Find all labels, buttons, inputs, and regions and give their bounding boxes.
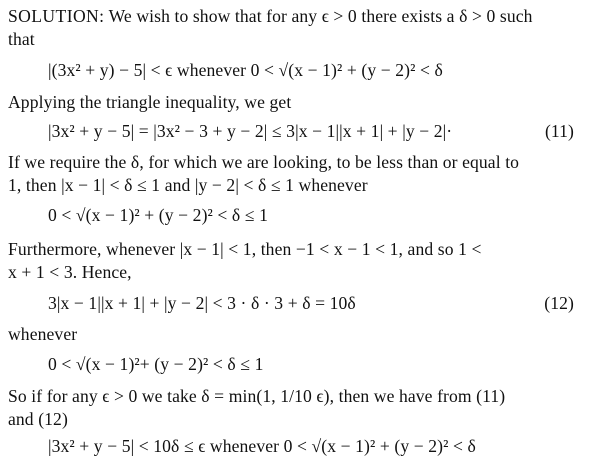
solution-line-1 — [8, 6, 533, 26]
equation-number-11: (11) — [544, 121, 574, 141]
delta-requirement-line-1: If we require the δ, for which we are looking, to be less than or equal to — [8, 152, 520, 172]
whenever-line: whenever — [8, 324, 78, 344]
furthermore-line-2: x + 1 < 3. Hence, — [8, 262, 132, 282]
equation-number-12: (12) — [544, 293, 574, 313]
solution-line-2: that — [8, 29, 35, 49]
final-inequality: |3x² + y − 5| < 10δ ≤ ϵ whenever 0 < √(x − 1)² + (y − 2)² < δ — [48, 436, 476, 456]
solution-label: SOLUTION: — [8, 6, 105, 26]
triangle-inequality-intro: Applying the triangle inequality, we get — [8, 92, 292, 112]
goal-inequality: |(3x² + y) − 5| < ϵ whenever 0 < √(x − 1)² + (y − 2)² < δ — [48, 60, 443, 80]
conclusion-line-2: and (12) — [8, 409, 68, 429]
equation-11-row — [48, 121, 588, 141]
solution-intro-text: We wish to show that for any ϵ > 0 there exists a δ > 0 such — [104, 6, 533, 26]
equation-12: 3|x − 1||x + 1| + |y − 2| < 3 · δ · 3 + δ = 10δ — [48, 293, 356, 313]
conclusion-line-1: So if for any ϵ > 0 we take δ = min(1, 1/10 ϵ), then we have from (11) — [8, 386, 506, 406]
furthermore-line-1: Furthermore, whenever |x − 1| < 1, then −1 < x − 1 < 1, and so 1 < — [8, 239, 482, 259]
delta-requirement-line-2: 1, then |x − 1| < δ ≤ 1 and |y − 2| < δ ≤ 1 whenever — [8, 175, 368, 195]
equation-11: |3x² + y − 5| = |3x² − 3 + y − 2| ≤ 3|x − 1||x + 1| + |y − 2|· — [48, 121, 453, 141]
delta-condition-2: 0 < √(x − 1)²+ (y − 2)² < δ ≤ 1 — [48, 354, 264, 374]
equation-12-row — [48, 293, 588, 313]
delta-condition-1: 0 < √(x − 1)² + (y − 2)² < δ ≤ 1 — [48, 205, 268, 225]
